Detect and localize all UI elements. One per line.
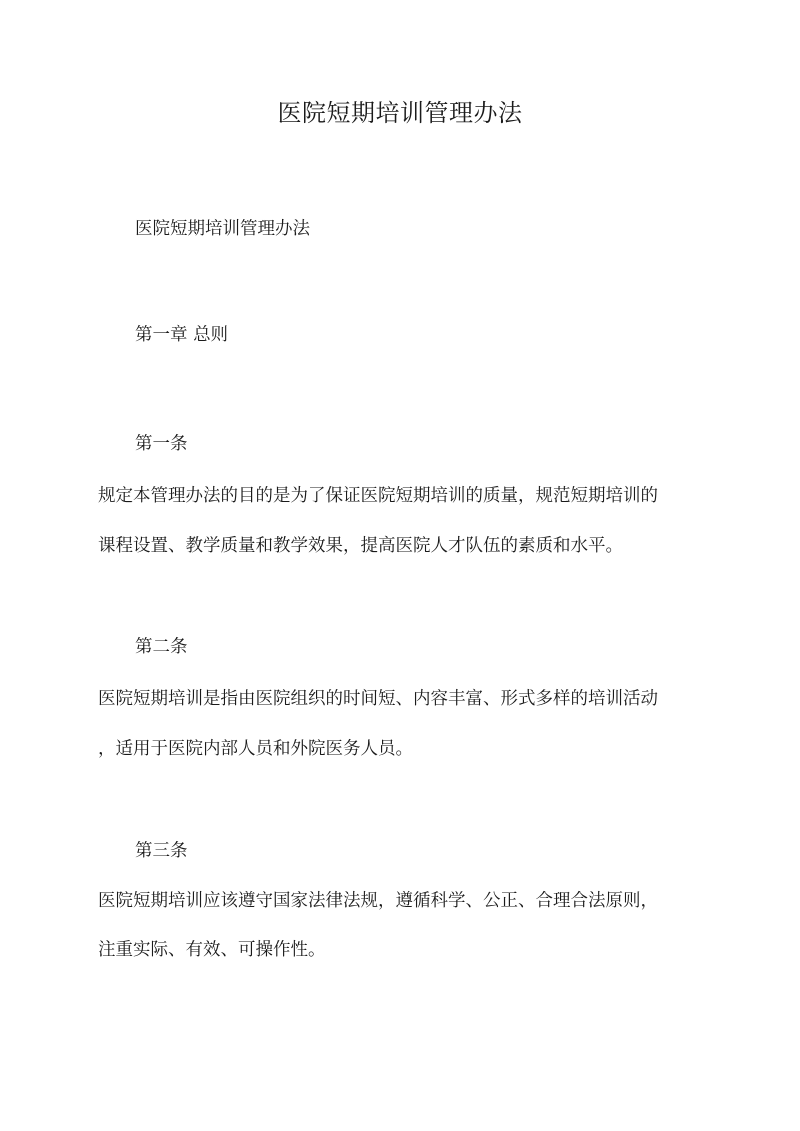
article-text-line: 注重实际、有效、可操作性。 [98,940,326,960]
document-subtitle: 医院短期培训管理办法 [135,219,310,239]
document-title: 医院短期培训管理办法 [277,99,523,127]
article-text-line: 医院短期培训应该遵守国家法律法规，遵循科学、公正、合理合法原则， [98,891,658,911]
article-heading: 第一条 [135,434,188,454]
article-heading: 第三条 [135,841,188,861]
article-text-line: 医院短期培训是指由医院组织的时间短、内容丰富、形式多样的培训活动 [98,689,658,709]
article-text-line: 规定本管理办法的目的是为了保证医院短期培训的质量，规范短期培训的 [98,486,658,506]
article-heading: 第二条 [135,637,188,657]
article-text-line: ，适用于医院内部人员和外院医务人员。 [98,739,413,759]
chapter-heading: 第一章 总则 [135,325,229,345]
article-text-line: 课程设置、教学质量和教学效果，提高医院人才队伍的素质和水平。 [98,536,623,556]
